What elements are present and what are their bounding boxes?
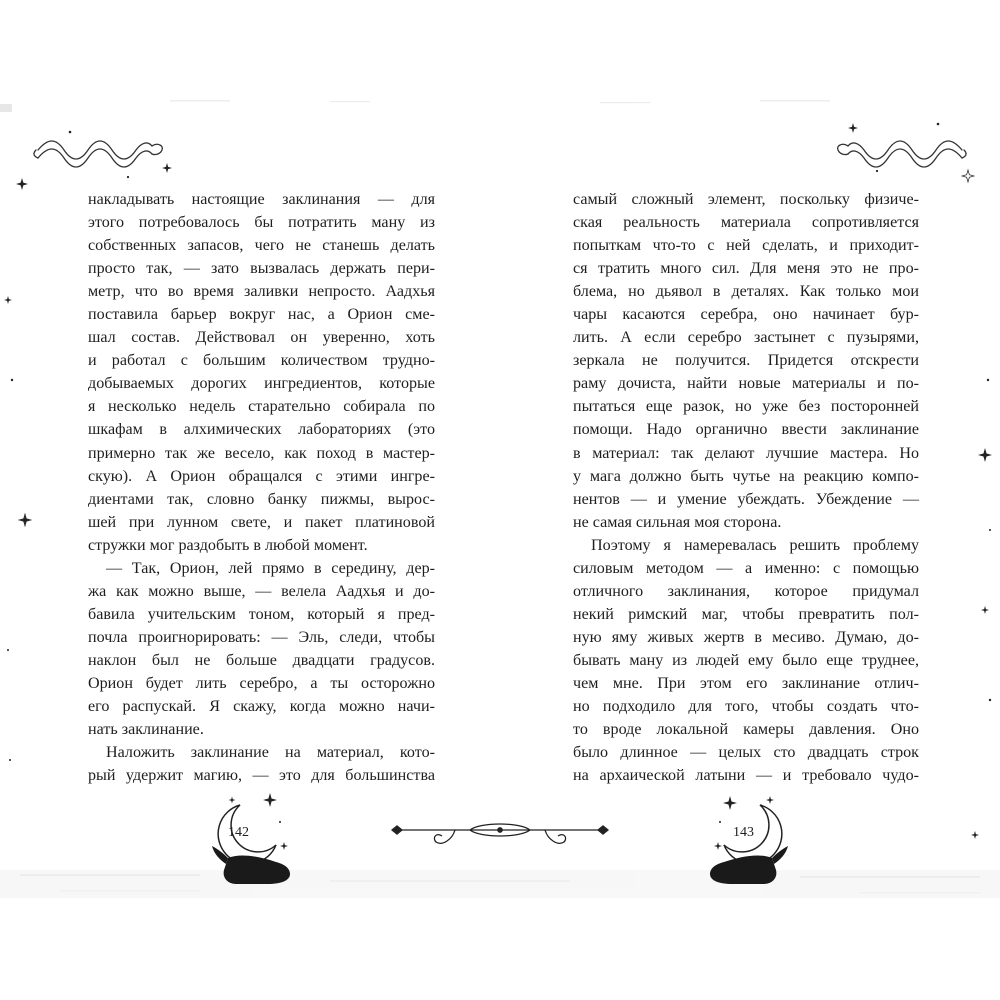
text-line: этого потребовалось бы потратить ману из — [88, 214, 435, 232]
left-page-body — [88, 188, 435, 787]
text-line: шей при лунном свете, и пакет платиновой — [88, 513, 435, 531]
text-line: у мага должно быть чутье на реакцию компо- — [573, 467, 919, 485]
text-line: блема, но дьявол в деталях. Как только мои — [573, 283, 919, 301]
snake-ornament-left — [34, 141, 162, 167]
text-line: самый сложный элемент, поскольку физиче- — [573, 191, 919, 208]
text-line: раму дочиста, найти новые материалы и по- — [573, 375, 919, 393]
text-line: ную яму живых жертв в месиво. Думаю, до- — [573, 628, 919, 646]
snake-ornament-right — [838, 141, 966, 167]
text-line: но подходило для того, чтобы создать что- — [573, 698, 919, 716]
text-line: в материал: так делают лучшие мастера. Но — [573, 444, 919, 462]
moon-hand-emblem-right — [710, 805, 788, 884]
text-line: почла проигнорировать: — Эль, следи, чтобы — [88, 628, 435, 646]
text-line: его распускай. Я скажу, когда можно начи- — [88, 698, 435, 716]
right-page-body — [573, 188, 919, 787]
text-line: нентов — и умение убеждать. Убеждение — — [573, 490, 919, 508]
text-line: чем мне. При этом его заклинание отлич- — [573, 674, 919, 692]
text-line: примерно так же весело, как поход в мастер- — [88, 444, 435, 462]
text-line: шал состав. Действовал он уверенно, хоть — [88, 329, 435, 347]
moon-hand-emblem-left — [212, 805, 290, 884]
text-line: собственных запасов, чего не станешь делать — [88, 237, 435, 255]
text-line: помощи. Надо органично ввести заклинание — [573, 421, 919, 439]
text-line: рый удержит магию, — это для большинства — [88, 767, 435, 785]
scroll-divider — [392, 824, 608, 843]
text-line: то вроде локальной камеры давления. Оно — [573, 721, 919, 739]
text-line: стружки мог раздобыть в любой момент. — [88, 536, 368, 554]
text-line: диентами так, словно банку пижмы, вырос- — [88, 490, 435, 508]
text-line: просто так, — зато вызвалась держать пери- — [88, 260, 435, 278]
text-line: поставила барьер вокруг нас, а Орион сме- — [88, 306, 435, 324]
text-line: пытаться еще разок, но уже без посторонней — [573, 398, 919, 416]
text-line: и работал с большим количеством трудно- — [88, 352, 435, 370]
text-line: бывать ману из людей ему было еще труднее, — [573, 651, 919, 669]
text-line: зеркала не получится. Придется отскрести — [573, 352, 919, 370]
text-line: было длинное — целых сто двадцать строк — [573, 744, 919, 762]
text-line: бавила учительским тоном, который я пред- — [88, 605, 435, 623]
text-line: шкафам в алхимических лабораториях (это — [88, 421, 435, 439]
text-line: нать заклинание. — [88, 721, 204, 739]
text-line: наклон был не больше двадцати градусов. — [88, 651, 435, 669]
text-line: добываемых дорогих ингредиентов, которые — [88, 375, 435, 393]
text-line: — Так, Орион, лей прямо в середину, дер- — [106, 559, 435, 577]
text-line: жа как можно выше, — велела Аадхья и до- — [88, 582, 435, 600]
text-line: накладывать настоящие заклинания — для — [88, 191, 435, 208]
text-line: чары касаются серебра, оно начинает бур- — [573, 306, 919, 324]
text-line: Орион будет лить серебро, а ты осторожно — [88, 674, 435, 692]
page-number-right: 143 — [733, 825, 754, 840]
text-line: попыткам что-то с ней сделать, и приходит- — [573, 237, 919, 255]
text-line: метр, что во время заливки непросто. Аадхья — [88, 283, 435, 301]
text-line: скую). А Орион обращался с этими ингре- — [88, 467, 435, 485]
text-line: не самая сильная моя сторона. — [573, 513, 782, 531]
text-line: отличного заклинания, которое придумал — [573, 582, 919, 600]
text-line: на архаической латыни — и требовало чудо- — [573, 767, 919, 785]
text-line: некий римский маг, чтобы превратить пол- — [573, 605, 919, 623]
text-line: ская реальность материала сопротивляется — [573, 214, 919, 232]
text-line: ся тратить много сил. Для меня это не про- — [573, 260, 919, 278]
text-line: силовым методом — а именно: с помощью — [573, 559, 919, 577]
text-line: я несколько недель старательно собирала по — [88, 398, 435, 416]
text-line: Поэтому я намеревалась решить проблему — [591, 536, 919, 554]
text-line: лить. А если серебро застынет с пузырями, — [573, 329, 919, 347]
page-number-left: 142 — [228, 825, 249, 840]
text-line: Наложить заклинание на материал, кото- — [106, 744, 435, 762]
